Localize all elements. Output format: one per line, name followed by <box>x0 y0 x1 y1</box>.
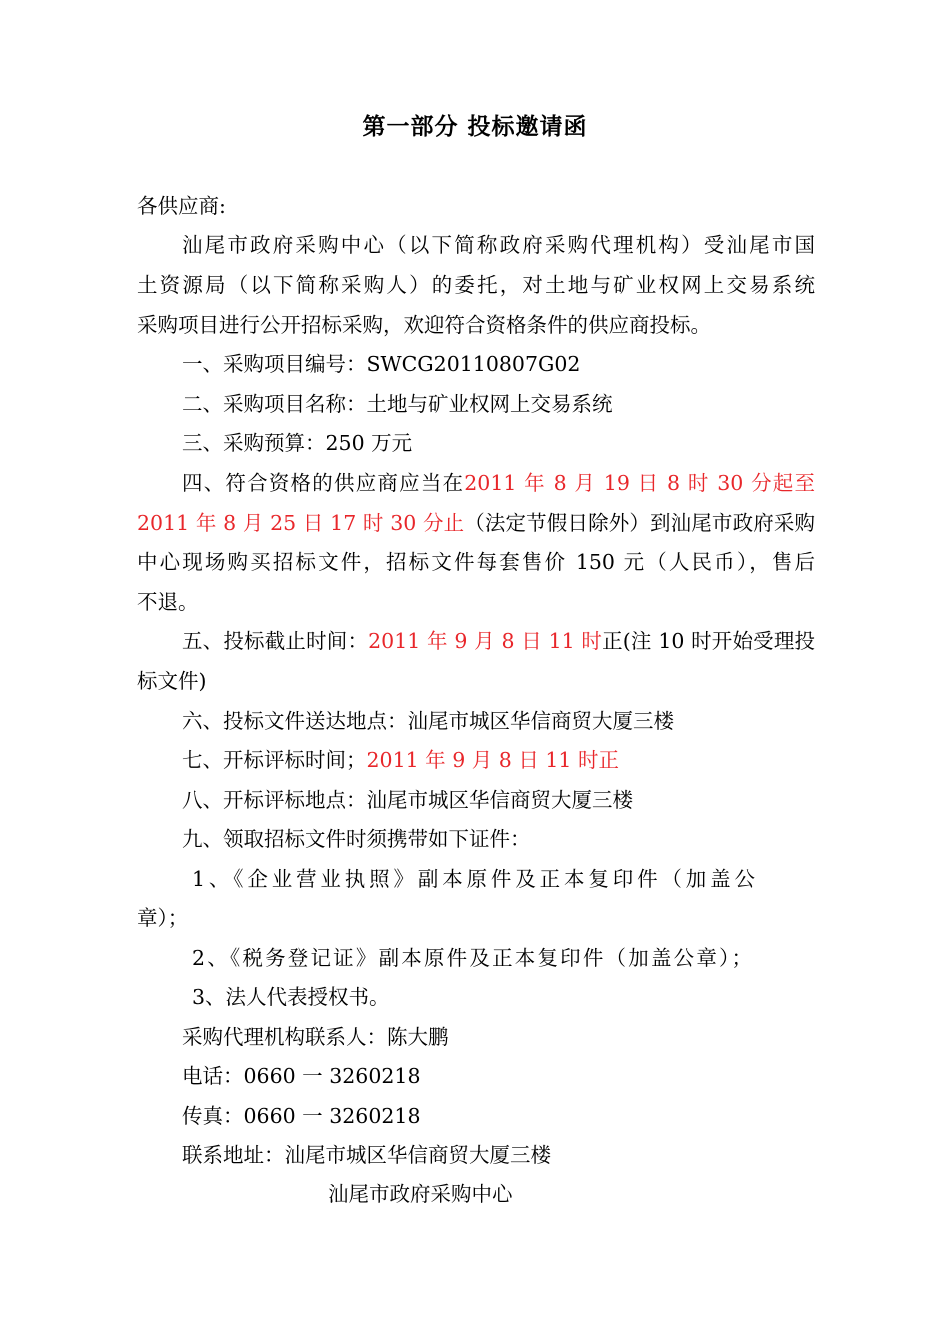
bid-deadline-time: 2011 年 9 月 8 日 11 时 <box>368 629 603 653</box>
signature: 汕尾市政府采购中心 <box>328 1182 513 1206</box>
item-required-docs: 九、领取招标文件时须携带如下证件： <box>182 827 531 851</box>
contact-person: 采购代理机构联系人：陈大鹏 <box>182 1025 449 1049</box>
item-bid-deadline-line-1 <box>182 627 815 655</box>
item-purchase-price-line: 中心现场购买招标文件，招标文件每套售价 150 元（人民币），售后 <box>137 550 815 574</box>
item-purchase-nonrefund: 不退。 <box>137 590 199 614</box>
item-purchase-period-line-1 <box>182 469 815 497</box>
doc-license-line-1: 1、《企业营业执照》副本原件及正本复印件（加盖公 <box>192 867 755 891</box>
opening-time-label: 七、开标评标时间； <box>182 748 367 772</box>
doc-tax-certificate: 2、《税务登记证》副本原件及正本复印件（加盖公章）； <box>192 946 752 970</box>
item-purchase-period-label: 四、符合资格的供应商应当在 <box>182 471 465 495</box>
item-project-number: 一、采购项目编号：SWCG20110807G02 <box>182 352 581 376</box>
purchase-end-time: 2011 年 8 月 25 日 17 时 30 分止 <box>137 511 465 535</box>
doc-license-line-2: 章）； <box>137 906 189 930</box>
bid-deadline-note: 正(注 10 时开始受理投 <box>602 629 815 653</box>
item-opening-location: 八、开标评标地点：汕尾市城区华信商贸大厦三楼 <box>182 788 633 812</box>
greeting: 各供应商: <box>137 194 226 218</box>
item-opening-time <box>182 746 862 774</box>
item-bid-location: 六、投标文件送达地点：汕尾市城区华信商贸大厦三楼 <box>182 709 674 733</box>
intro-line-3: 采购项目进行公开招标采购，欢迎符合资格条件的供应商投标。 <box>137 313 711 337</box>
contact-address: 联系地址：汕尾市城区华信商贸大厦三楼 <box>182 1143 551 1167</box>
bid-deadline-label: 五、投标截止时间： <box>182 629 369 653</box>
item-bid-deadline-line-2: 标文件) <box>137 669 207 693</box>
purchase-start-time: 2011 年 8 月 19 日 8 时 30 分起至 <box>464 471 815 495</box>
item-budget: 三、采购预算：250 万元 <box>182 431 413 455</box>
item-purchase-period-line-2 <box>137 509 815 537</box>
contact-phone: 电话：0660 一 3260218 <box>182 1064 421 1088</box>
doc-authorization: 3、法人代表授权书。 <box>192 985 390 1009</box>
intro-line-1: 汕尾市政府采购中心（以下简称政府采购代理机构）受汕尾市国 <box>182 233 815 257</box>
intro-line-2: 土资源局（以下简称采购人）的委托，对土地与矿业权网上交易系统 <box>137 273 815 297</box>
item-project-name: 二、采购项目名称：土地与矿业权网上交易系统 <box>182 392 613 416</box>
document-title: 第一部分 投标邀请函 <box>362 114 588 140</box>
contact-fax: 传真：0660 一 3260218 <box>182 1104 421 1128</box>
purchase-location-text: （法定节假日除外）到汕尾市政府采购 <box>464 511 815 535</box>
opening-time-value: 2011 年 9 月 8 日 11 时正 <box>366 748 619 772</box>
